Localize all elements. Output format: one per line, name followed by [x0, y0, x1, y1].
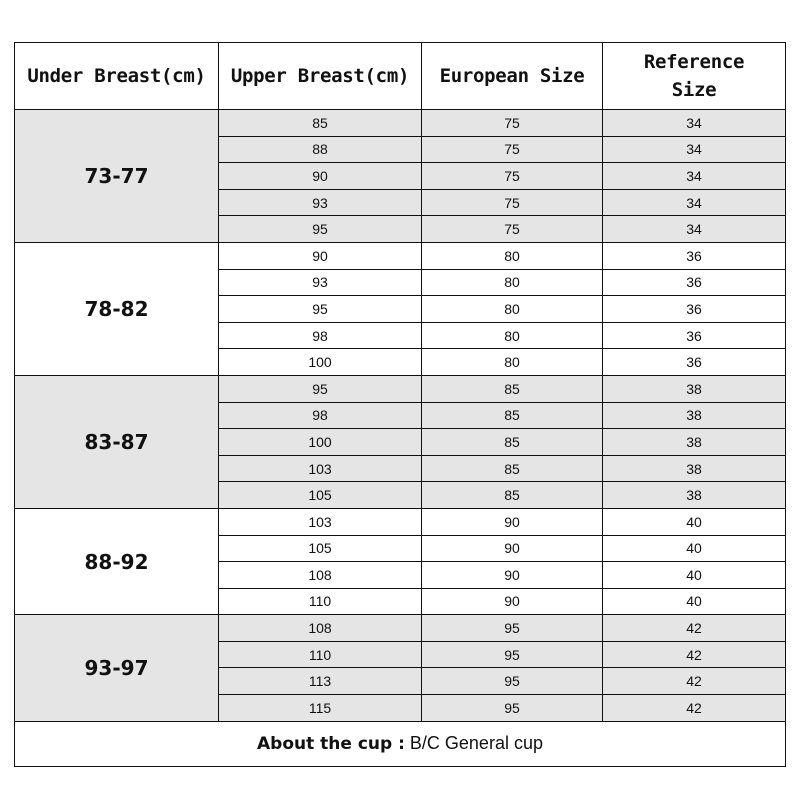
european-size-cell: 75 — [422, 136, 603, 163]
upper-breast-cell: 93 — [219, 269, 422, 296]
header-row — [15, 43, 786, 110]
european-size-cell: 75 — [422, 110, 603, 137]
upper-breast-cell: 95 — [219, 216, 422, 243]
reference-size-cell: 40 — [603, 535, 786, 562]
european-size-cell: 75 — [422, 163, 603, 190]
upper-breast-cell: 90 — [219, 242, 422, 269]
under-breast-range: 73-77 — [15, 110, 219, 243]
reference-size-cell: 42 — [603, 615, 786, 642]
upper-breast-cell: 108 — [219, 615, 422, 642]
european-size-cell: 75 — [422, 189, 603, 216]
reference-size-cell: 36 — [603, 269, 786, 296]
european-size-cell: 80 — [422, 296, 603, 323]
upper-breast-cell: 100 — [219, 349, 422, 376]
upper-breast-cell: 115 — [219, 695, 422, 722]
under-breast-range: 78-82 — [15, 242, 219, 375]
under-breast-range: 83-87 — [15, 375, 219, 508]
table-row — [15, 615, 786, 642]
upper-breast-cell: 95 — [219, 296, 422, 323]
under-breast-range: 88-92 — [15, 508, 219, 614]
reference-size-cell: 38 — [603, 455, 786, 482]
upper-breast-cell: 108 — [219, 562, 422, 589]
cup-note-label: About the cup : — [257, 734, 405, 755]
upper-breast-cell: 103 — [219, 455, 422, 482]
reference-size-cell: 42 — [603, 668, 786, 695]
upper-breast-cell: 100 — [219, 429, 422, 456]
reference-size-cell: 36 — [603, 296, 786, 323]
reference-size-cell: 42 — [603, 641, 786, 668]
upper-breast-cell: 113 — [219, 668, 422, 695]
cup-note-value: B/C General cup — [404, 733, 543, 754]
upper-breast-cell: 105 — [219, 535, 422, 562]
reference-size-cell: 42 — [603, 695, 786, 722]
european-size-cell: 90 — [422, 562, 603, 589]
european-size-cell: 90 — [422, 535, 603, 562]
header-reference-size-label: Reference Size — [643, 51, 745, 101]
table-row — [15, 110, 786, 137]
size-chart — [14, 42, 785, 767]
european-size-cell: 80 — [422, 269, 603, 296]
upper-breast-cell: 105 — [219, 482, 422, 509]
european-size-cell: 75 — [422, 216, 603, 243]
reference-size-cell: 40 — [603, 588, 786, 615]
header-under-breast: Under Breast(cm) — [15, 43, 219, 110]
upper-breast-cell: 93 — [219, 189, 422, 216]
reference-size-cell: 38 — [603, 402, 786, 429]
upper-breast-cell: 95 — [219, 375, 422, 402]
upper-breast-cell: 98 — [219, 402, 422, 429]
european-size-cell: 95 — [422, 641, 603, 668]
european-size-cell: 95 — [422, 695, 603, 722]
cup-note — [15, 721, 786, 766]
reference-size-cell: 36 — [603, 349, 786, 376]
upper-breast-cell: 90 — [219, 163, 422, 190]
european-size-cell: 85 — [422, 482, 603, 509]
size-table-body — [15, 110, 786, 767]
reference-size-cell: 34 — [603, 189, 786, 216]
reference-size-cell: 38 — [603, 375, 786, 402]
reference-size-cell: 36 — [603, 322, 786, 349]
reference-size-cell: 34 — [603, 136, 786, 163]
european-size-cell: 85 — [422, 402, 603, 429]
header-european-size: European Size — [422, 43, 603, 110]
reference-size-cell: 38 — [603, 482, 786, 509]
upper-breast-cell: 98 — [219, 322, 422, 349]
table-row — [15, 508, 786, 535]
upper-breast-cell: 110 — [219, 588, 422, 615]
header-reference-size — [603, 43, 786, 110]
european-size-cell: 95 — [422, 615, 603, 642]
reference-size-cell: 40 — [603, 508, 786, 535]
european-size-cell: 85 — [422, 455, 603, 482]
upper-breast-cell: 85 — [219, 110, 422, 137]
european-size-cell: 80 — [422, 349, 603, 376]
reference-size-cell: 34 — [603, 110, 786, 137]
reference-size-cell: 40 — [603, 562, 786, 589]
under-breast-range: 93-97 — [15, 615, 219, 721]
header-upper-breast: Upper Breast(cm) — [219, 43, 422, 110]
european-size-cell: 85 — [422, 375, 603, 402]
reference-size-cell: 36 — [603, 242, 786, 269]
reference-size-cell: 34 — [603, 216, 786, 243]
european-size-cell: 85 — [422, 429, 603, 456]
size-table — [14, 42, 786, 767]
european-size-cell: 90 — [422, 588, 603, 615]
reference-size-cell: 38 — [603, 429, 786, 456]
european-size-cell: 80 — [422, 322, 603, 349]
upper-breast-cell: 103 — [219, 508, 422, 535]
reference-size-cell: 34 — [603, 163, 786, 190]
table-row — [15, 242, 786, 269]
european-size-cell: 80 — [422, 242, 603, 269]
upper-breast-cell: 110 — [219, 641, 422, 668]
table-row — [15, 375, 786, 402]
footer-row — [15, 721, 786, 766]
european-size-cell: 95 — [422, 668, 603, 695]
upper-breast-cell: 88 — [219, 136, 422, 163]
european-size-cell: 90 — [422, 508, 603, 535]
